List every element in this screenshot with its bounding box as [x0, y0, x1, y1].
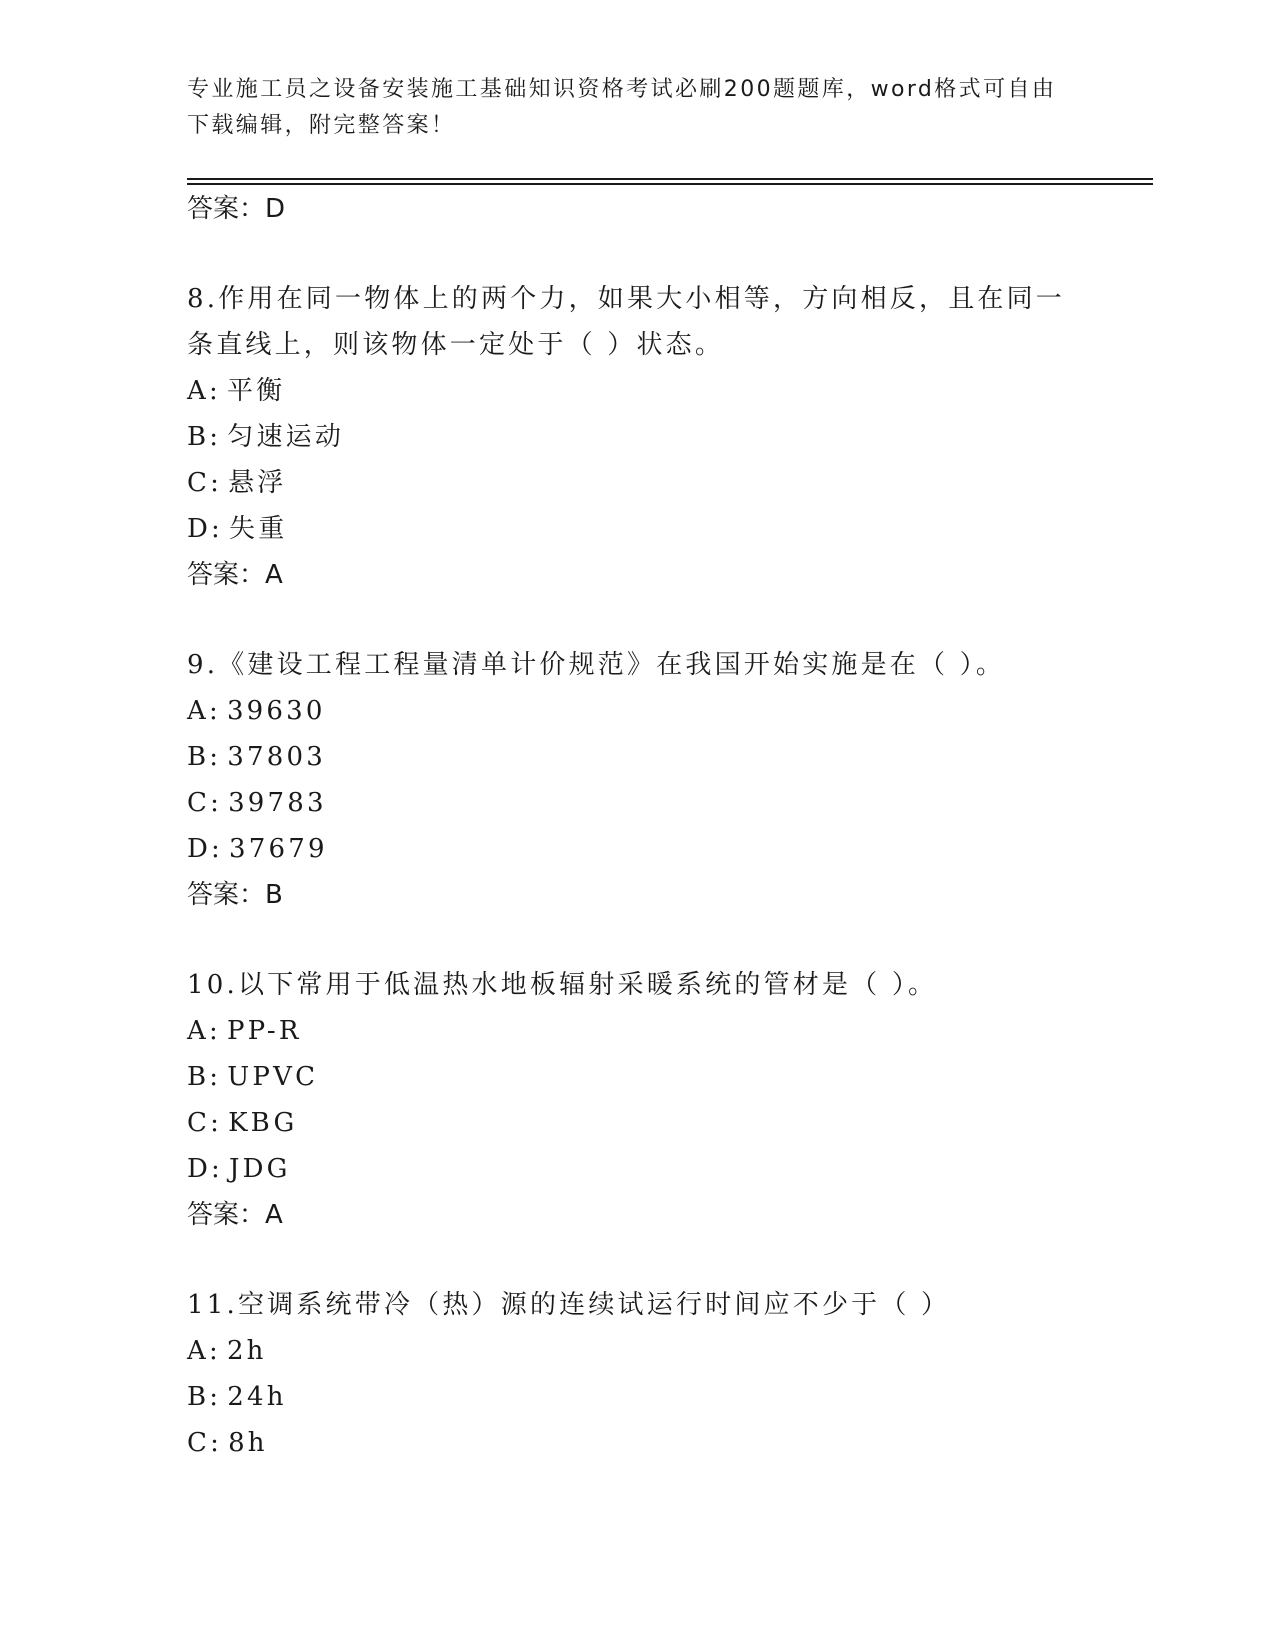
option-d [187, 1146, 1153, 1192]
option-d [187, 826, 1153, 872]
question-list [187, 186, 1153, 1466]
option-value: 8h [228, 1428, 268, 1458]
option-a [187, 368, 1153, 414]
question-10 [187, 962, 1153, 1238]
option-value: PP-R [226, 1016, 302, 1046]
option-key: C: [187, 788, 223, 818]
option-c [187, 1100, 1153, 1146]
option-key: B: [187, 1382, 222, 1412]
header-rule-bottom [187, 183, 1153, 185]
option-value: 匀速运动 [227, 422, 345, 452]
option-value: 失重 [229, 514, 288, 544]
option-b [187, 414, 1153, 460]
option-key: A: [187, 696, 221, 726]
option-key: D: [187, 834, 224, 864]
option-b [187, 734, 1153, 780]
question-text-line: 8.作用在同一物体上的两个力，如果大小相等，方向相反，且在同一 [187, 284, 1066, 314]
answer: 答案：A [187, 1200, 283, 1230]
option-value: JDG [229, 1154, 291, 1184]
option-value: 39630 [226, 696, 326, 726]
option-value: 39783 [228, 788, 327, 818]
option-b [187, 1054, 1153, 1100]
option-value: KBG [228, 1108, 298, 1138]
option-key: D: [187, 514, 224, 544]
question-text-line: 条直线上，则该物体一定处于（ ）状态。 [187, 330, 725, 360]
option-b [187, 1374, 1153, 1420]
question-9 [187, 642, 1153, 918]
option-value: 24h [227, 1382, 287, 1412]
answer: 答案：A [187, 560, 283, 590]
option-value: 悬浮 [228, 468, 287, 498]
option-value: 37803 [227, 742, 326, 772]
question-text-line: 11.空调系统带冷（热）源的连续试运行时间应不少于（ ） [187, 1290, 951, 1320]
header-rule-top [187, 178, 1153, 180]
question-text-line: 10.以下常用于低温热水地板辐射采暖系统的管材是（ ）。 [187, 970, 938, 1000]
option-c [187, 780, 1153, 826]
question-8 [187, 276, 1153, 598]
option-key: A: [187, 1016, 221, 1046]
previous-answer: 答案：D [187, 194, 286, 224]
answer: 答案：B [187, 880, 283, 910]
option-d [187, 506, 1153, 552]
option-key: B: [187, 1062, 222, 1092]
option-value: 平衡 [226, 376, 286, 406]
option-key: D: [187, 1154, 224, 1184]
option-key: C: [187, 468, 223, 498]
option-c [187, 460, 1153, 506]
option-a [187, 1008, 1153, 1054]
option-key: B: [187, 742, 222, 772]
question-11 [187, 1282, 1153, 1466]
option-key: B: [187, 422, 222, 452]
option-key: C: [187, 1428, 223, 1458]
option-a [187, 1328, 1153, 1374]
question-text-line: 9.《建设工程工程量清单计价规范》在我国开始实施是在（ ）。 [187, 650, 1006, 680]
option-value: UPVC [227, 1062, 319, 1092]
option-key: A: [187, 376, 221, 406]
option-key: A: [187, 1336, 221, 1366]
option-key: C: [187, 1108, 223, 1138]
document-header: 专业施工员之设备安装施工基础知识资格考试必刷200题题库，word格式可自由下载编辑，附完整答案！ [187, 77, 1057, 138]
option-a [187, 688, 1153, 734]
option-c [187, 1420, 1153, 1466]
option-value: 2h [226, 1336, 267, 1366]
option-value: 37679 [229, 834, 328, 864]
